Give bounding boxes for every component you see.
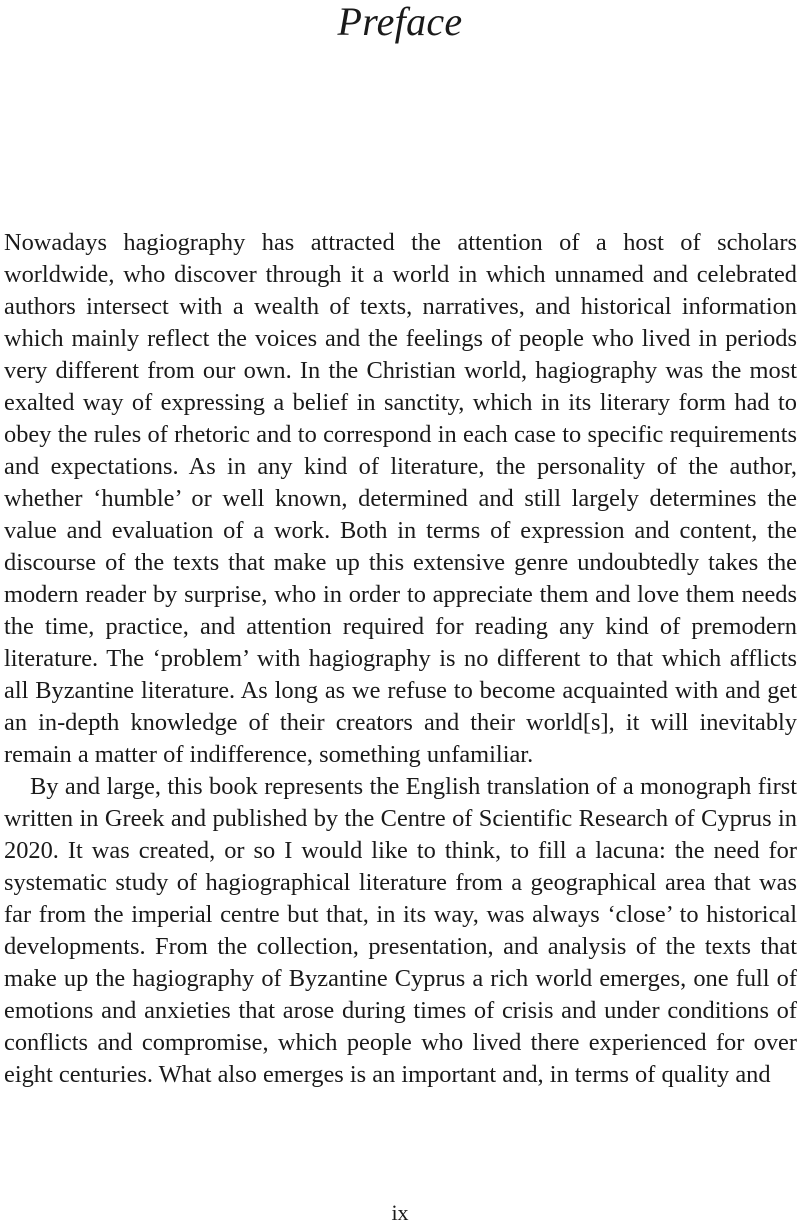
page-number: ix [391, 1200, 409, 1225]
paragraph-2: By and large, this book represents the English translation of a monograph first written in Greek and published by the Centre of Scientific Research of Cyprus in 2020. It was created, or so I would like to think, to fill a lacuna: the need for systematic study of hagiographical literature from a geographical area that was far from the imperial centre but that, in its way, was always ‘close’ to historical developments. From the collection, presentation, and analysis of the texts that make up the hagiography of Byzantine Cyprus a rich world emerges, one full of emotions and anxieties that arose during times of crisis and under conditions of conflicts and compromise, which people who lived there experienced for over eight centuries. What also emerges is an important and, in terms of quality and [4, 773, 797, 1088]
paragraph-1: Nowadays hagiography has attracted the attention of a host of scholars worldwide, who discover through it a world in which unnamed and celebrated authors intersect with a wealth of texts, narratives, and historical information which mainly reflect the voices and the feelings of people who lived in periods very different from our own. In the Christian world, hagiography was the most exalted way of expressing a belief in sanctity, which in its literary form had to obey the rules of rhetoric and to correspond in each case to specific requirements and expectations. As in any kind of literature, the personality of the author, whether ‘humble’ or well known, determined and still largely determines the value and evaluation of a work. Both in terms of expression and content, the discourse of the texts that make up this extensive genre undoubtedly takes the modern reader by surprise, who in order to appreciate them and love them needs the time, practice, and attention required for reading any kind of premodern literature. The ‘problem’ with hagiography is no different to that which afflicts all Byzantine literature. As long as we refuse to become acquainted with and get an in-depth knowledge of their creators and their world[s], it will inevitably remain a matter of indifference, something unfamiliar. [4, 229, 797, 768]
page-title: Preface [337, 0, 463, 44]
body-text [4, 227, 797, 1091]
